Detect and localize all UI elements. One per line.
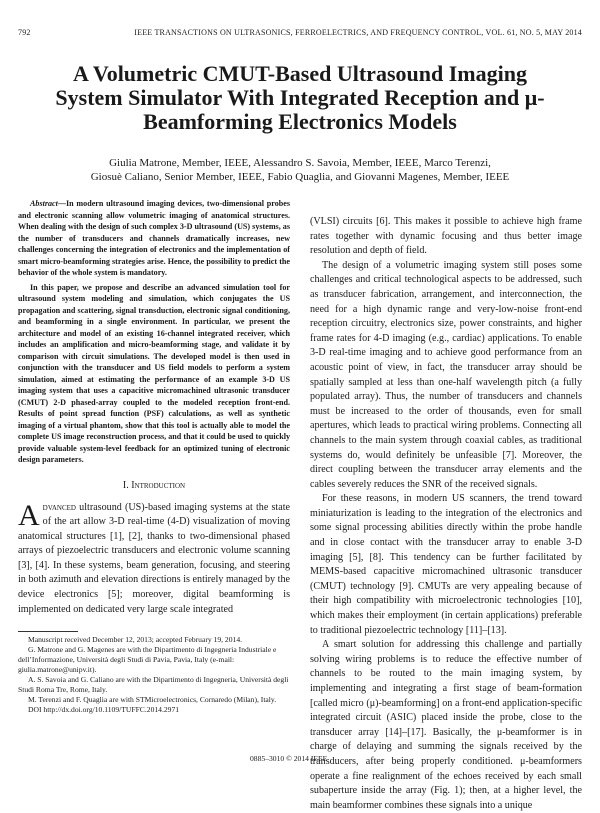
- drop-cap: A: [18, 498, 40, 532]
- right-paragraph-4: A smart solution for addressing this challenge and partially solving wiring problems is to reduce the effective number of channels to be routed to the main imaging system, by implementing and integrating a first stage of beam-formation [called micro (μ)-beamforming] on a front-end application-specific integrated circuit (ASIC) placed inside the probe, close to the transducer array [14]–[17]. Basically, the μ-beamformer is in charge of delaying and summing the signals received by the transducers, after being properly conditioned. μ-beamformers operate a fine realignment of the echoes received by each small subaperture inside the array (Fig. 1); then, at a higher level, the main beamformer combines these signals into a unique: [310, 639, 582, 811]
- running-header: [18, 28, 582, 40]
- footnote-affiliation-st: M. Terenzi and F. Quaglia are with STMicroelectronics, Cornaredo (Milan), Italy.: [28, 695, 277, 705]
- copyright-notice: 0885–3010 © 2014 IEEE: [250, 754, 328, 763]
- journal-name: IEEE TRANSACTIONS ON ULTRASONICS, FERROELECTRICS, AND FREQUENCY CONTROL, VOL. 61, NO. 5, MAY 2014: [134, 28, 582, 37]
- intro-text: ultrasound (US)-based imaging systems at the state of the art allow 3-D real-time (4-D) visualization of moving anatomical structures [1], [2], thanks to two-dimensional phased arrays of piezoelectric transducers and electronic volume scanning [3], [4]. In these systems, beam generation, focusing, and steering in both azimuth and elevation directions is entirely managed by the device electronics [5]; moreover, digital beamforming is implemented on dedicated very large scale integrated: [18, 501, 290, 615]
- abstract-text-1: —In modern ultrasound imaging devices, two-dimensional probes and electronic scanning allow volumetric imaging of anatomical structures. When dealing with the design of such complex 3-D ultrasound (US) systems, as the number of transducers and channels dramatically increases, new challenges concerning the integration of electronics and the implementation of smart micro-beamforming strategies arise. Hence, the possibility to predict the behavior of the whole system is mandatory.: [18, 199, 290, 277]
- footnote-received: Manuscript received December 12, 2013; accepted February 19, 2014.: [28, 635, 243, 645]
- section-heading-introduction: I. Introduction: [122, 479, 186, 491]
- footnotes: [18, 635, 290, 715]
- abstract-label: Abstract: [30, 199, 58, 208]
- intro-paragraph: [18, 498, 290, 618]
- footnote-affiliation-pavia: G. Matrone and G. Magenes are with the Dipartimento di Ingegneria Industriale e dell’Informazione, Università degli Studi di Pavia, Pavia, Italy (e-mail: giulia.matrone@unipv.it).: [18, 645, 277, 675]
- page-number: 792: [18, 28, 31, 37]
- author-line-1: Giulia Matrone, Member, IEEE, Alessandro S. Savoia, Member, IEEE, Marco Terenzi,: [109, 157, 491, 169]
- footnote-divider: [18, 631, 78, 632]
- left-column: [18, 198, 290, 715]
- abstract-paragraph-2: In this paper, we propose and describe an advanced simulation tool for ultrasound system modeling and simulation, which conjugates the US propagation and scattering, signal transduction, electronic signal conditioning, and beamforming in a single environment. In particular, we present the architecture and model of an existing 16-channel integrated receiver, which includes an amplification and micro-beamforming stage, and validate it by comparison with circuit simulations. The developed model is then used in conjunction with the transducer and US field models to perform a system simulation, aimed at estimating the performance of an example 3-D US imaging system that uses a capacitive micromachined ultrasonic transducer (CMUT) 2-D phased-array coupled to the modeled reception front-end. Results of point spread function (PSF) calculations, as well as synthetic imaging of a virtual phantom, show that this tool is actually able to model the complete US image reconstruction process, and that it could be used to quickly provide valuable system-level feedback for an optimized tuning of electronic design parameters.: [18, 282, 290, 464]
- right-paragraph-3: For these reasons, in modern US scanners, the trend toward miniaturization is leading to the integration of the electronics and some signal processing abilities directly within the probe handle and in close contact with the transducer array to enable 3-D imaging [5], [8]. This tendency can be further facilitated by MEMS-based capacitive micromachined ultrasonic transducer (CMUT) technology [9]. CMUTs are very appealing because of their high compatibility with microelectronic technologies [10], which makes their employment (in certain applications) preferable to traditional piezoelectric technology [11]–[13].: [310, 493, 582, 636]
- footnote-doi: DOI http://dx.doi.org/10.1109/TUFFC.2014.2971: [28, 705, 180, 715]
- paper-title: A Volumetric CMUT-Based Ultrasound Imaging System Simulator With Integrated Reception and μ-Beamforming Electronics Models: [55, 61, 545, 134]
- abstract: [18, 198, 290, 466]
- abstract-paragraph-1: [18, 198, 290, 279]
- right-paragraph-1: (VLSI) circuits [6]. This makes it possible to achieve high frame rates together with dynamic focusing and thus better image resolution and depth of field.: [310, 216, 582, 257]
- author-list: [30, 156, 570, 184]
- author-line-2: Giosuè Caliano, Senior Member, IEEE, Fabio Quaglia, and Giovanni Magenes, Member, IEEE: [90, 171, 510, 183]
- right-paragraph-2: The design of a volumetric imaging system still poses some challenges and critical technological aspects to be addressed, such as transducer fabrication, arrangement, and interconnection, the need for a high dynamic range and very-low-noise front-end reception circuitry, electronics size, power constraints, and higher frame rates for 4-D imaging (e.g., cardiac) applications. To enable 3-D real-time imaging and to achieve good performance from an acoustic point of view, in fact, the transducer array should be spatially sampled at less than one-half wavelength pitch (a fully populated array). Thus, the number of transducers and channels must be increased to the order of thousands, even for small apertures, which leads to practical wiring problems. Connecting all channels to the main system through coaxial cables, as traditional systems do, would definitely be unfeasible [7]. Moreover, the direct coupling between the transducer array elements and the cables severely reduces the SNR of the received signals.: [310, 259, 582, 490]
- right-column: [310, 215, 582, 813]
- footnote-affiliation-roma: A. S. Savoia and G. Caliano are with the Dipartimento di Ingegneria, Università degli Studi Roma Tre, Rome, Italy.: [18, 675, 289, 695]
- intro-lead-word: dvanced: [42, 501, 76, 513]
